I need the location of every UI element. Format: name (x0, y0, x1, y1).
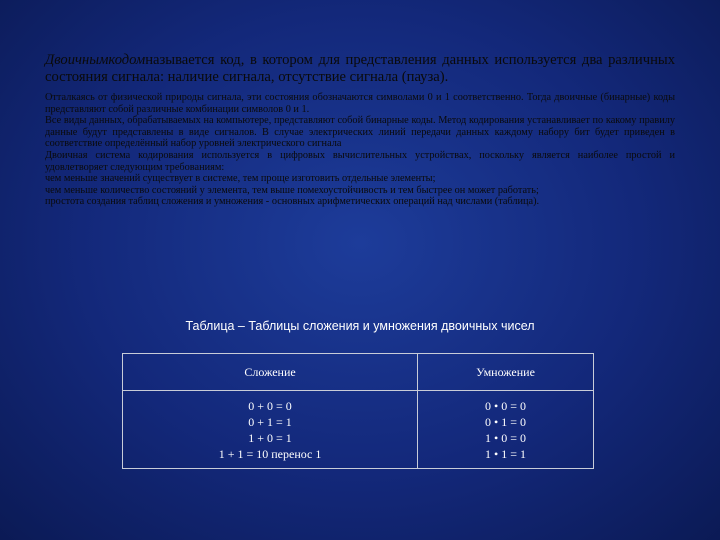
requirement-item: чем меньше количество состояний у элемента, тем выше помехоустойчивость и тем быстрее он может работать; (45, 184, 539, 196)
requirement-item: простота создания таблиц сложения и умножения - основных арифметических операций над числами (таблица). (45, 196, 540, 208)
header-addition: Сложение (123, 354, 418, 391)
multiplication-line: 0 • 1 = 0 (485, 414, 527, 429)
table-header-row (123, 354, 594, 391)
lead-text: называется код, в котором для представления данных используется два различных состояния сигнала: наличие сигнала, отсутствие сигнала (пауза). (45, 52, 675, 85)
paragraph: Двоичная система кодирования используется в цифровых вычислительных устройствах, поскольку является наиболее простой и удовлетворяет следующим требованиям: (45, 149, 675, 173)
addition-cell (123, 391, 418, 469)
lead-term: Двоичным (45, 52, 109, 68)
lead-term-2: кодом (108, 52, 146, 68)
multiplication-cell (418, 391, 594, 469)
paragraph: Отталкаясь от физической природы сигнала, эти состояния обозначаются символами 0 и 1 соответственно. Тогда двоичные (бинарные) коды представляют собой различные комбинации символов 0 и 1. (45, 92, 675, 115)
addition-line: 0 + 1 = 1 (248, 414, 292, 429)
header-multiplication: Умножение (418, 354, 594, 391)
lead-definition (45, 52, 675, 86)
binary-operations-table (122, 353, 594, 469)
addition-line: 0 + 0 = 0 (248, 398, 292, 413)
multiplication-line: 1 • 0 = 0 (485, 430, 527, 445)
addition-line: 1 + 1 = 10 перенос 1 (218, 446, 322, 461)
paragraph: Все виды данных, обрабатываемых на компьютере, представляют собой бинарные коды. Метод кодирования устанавливает по какому правилу данные будут представлены в виде сигналов. В случае электрических линий передачи данных каждому набору бит будет приведен в соответствие определённый набор уровней электрического сигнала (45, 115, 675, 150)
table-row (123, 391, 594, 469)
multiplication-line: 0 • 0 = 0 (485, 398, 527, 413)
multiplication-line: 1 • 1 = 1 (485, 446, 527, 461)
addition-line: 1 + 0 = 1 (248, 430, 292, 445)
requirement-item: чем меньше значений существует в системе, тем проще изготовить отдельные элементы; (45, 173, 436, 185)
slide-content (45, 52, 675, 208)
table-caption: Таблица – Таблицы сложения и умножения двоичных чисел (185, 319, 535, 333)
